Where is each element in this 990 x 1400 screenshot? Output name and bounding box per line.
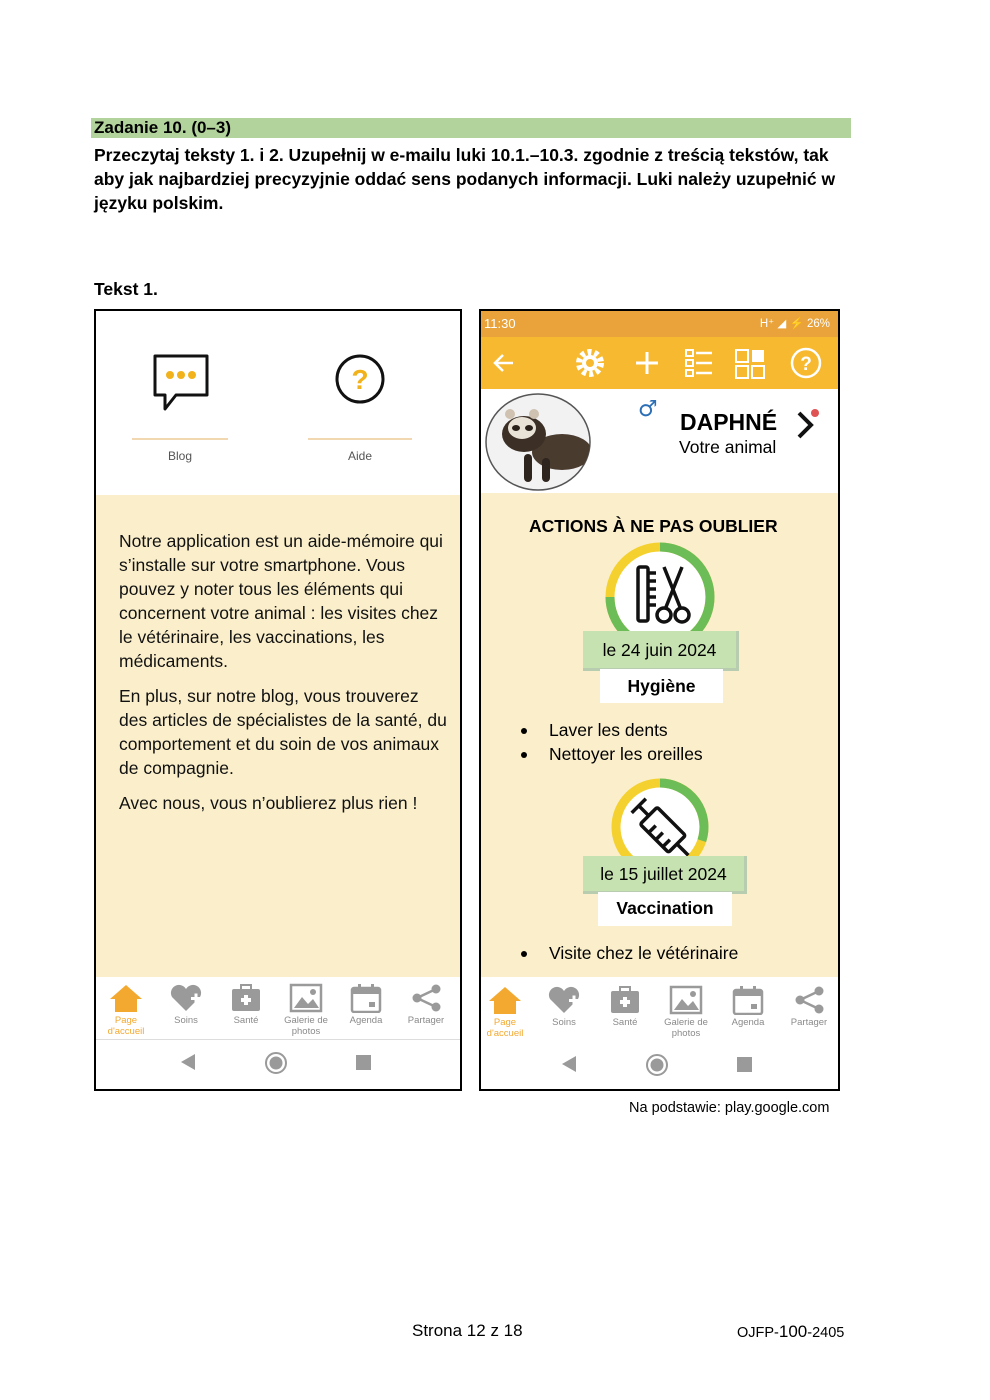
- status-bar: [481, 311, 838, 337]
- medical-kit-icon: [608, 985, 642, 1015]
- back-icon[interactable]: [561, 1055, 577, 1073]
- pet-name: DAPHNÉ: [680, 409, 778, 435]
- app-description: [96, 495, 460, 977]
- recents-icon[interactable]: [356, 1055, 371, 1070]
- bottom-nav: [481, 979, 838, 1044]
- action-category-badge: Hygiène: [600, 669, 723, 703]
- action-items-list: [519, 718, 703, 766]
- status-indicators: H⁺ ◢ ⚡ 26%: [759, 318, 830, 330]
- list-item: Laver les dents: [519, 718, 703, 742]
- app-screen-left: [94, 309, 462, 1091]
- home-icon: [488, 985, 522, 1015]
- home-icon: [109, 983, 143, 1013]
- plus-icon[interactable]: [635, 351, 659, 375]
- speech-bubble-icon[interactable]: [152, 353, 210, 413]
- calendar-icon: [349, 983, 383, 1013]
- heart-plus-icon: [169, 983, 203, 1013]
- nav-soins[interactable]: Soins: [534, 979, 594, 1028]
- nav-sante[interactable]: Santé: [216, 977, 276, 1026]
- calendar-icon: [731, 985, 765, 1015]
- gender-male-icon: ♂: [638, 397, 658, 422]
- nav-soins[interactable]: Soins: [156, 977, 216, 1026]
- status-time: 11:30: [484, 316, 516, 331]
- description-paragraph: En plus, sur notre blog, vous trouverez des articles de spécialistes de la santé, du comportement et du soin de vos animaux de compagnie.: [119, 686, 447, 778]
- actions-title: ACTIONS À NE PAS OUBLIER: [529, 516, 778, 536]
- nav-agenda[interactable]: Agenda: [718, 979, 778, 1028]
- action-category-badge: Vaccination: [598, 892, 732, 926]
- android-nav-bar: [96, 1041, 460, 1087]
- heart-plus-icon: [547, 985, 581, 1015]
- exam-code: OJFP-100-2405: [737, 1322, 845, 1341]
- medical-kit-icon: [229, 983, 263, 1013]
- source-note: Na podstawie: play.google.com: [629, 1100, 830, 1116]
- nav-partager[interactable]: Partager: [779, 979, 839, 1028]
- photo-icon: [289, 983, 323, 1013]
- pet-photo: [484, 392, 592, 492]
- app-screen-right: [479, 309, 840, 1091]
- nav-galerie[interactable]: Galerie de photos: [276, 977, 336, 1037]
- nav-sante[interactable]: Santé: [595, 979, 655, 1028]
- app-toolbar: [481, 337, 838, 389]
- menu-label-blog[interactable]: Blog: [167, 449, 193, 463]
- back-icon[interactable]: [180, 1053, 196, 1071]
- question-circle-icon[interactable]: [334, 353, 386, 405]
- share-icon: [409, 983, 443, 1013]
- nav-partager[interactable]: Partager: [396, 977, 456, 1026]
- back-arrow-icon[interactable]: [493, 352, 515, 374]
- bottom-nav: [96, 977, 460, 1040]
- home-circle-icon[interactable]: [645, 1053, 669, 1077]
- description-paragraph: Notre application est un aide-mémoire qui s’installe sur votre smartphone. Vous pouvez y noter tous les éléments qui concernent votre animal : les visites chez le vétérinaire, les vaccinations, les médicaments.: [119, 531, 443, 671]
- nav-galerie[interactable]: Galerie de photos: [656, 979, 716, 1039]
- action-items-list: [519, 941, 738, 965]
- gear-icon[interactable]: [574, 347, 606, 379]
- help-icon[interactable]: [790, 347, 822, 379]
- nav-agenda[interactable]: Agenda: [336, 977, 396, 1026]
- page-number: Strona 12 z 18: [412, 1321, 523, 1340]
- share-icon: [792, 985, 826, 1015]
- nav-home[interactable]: Page d'accueil: [96, 977, 156, 1037]
- nav-home[interactable]: Page d'accueil: [481, 979, 529, 1039]
- list-icon[interactable]: [684, 348, 714, 378]
- svg-text:?: ?: [351, 364, 369, 395]
- recents-icon[interactable]: [737, 1057, 752, 1072]
- home-circle-icon[interactable]: [264, 1051, 288, 1075]
- grid-icon[interactable]: [734, 348, 766, 380]
- menu-area: [96, 311, 460, 495]
- pet-profile[interactable]: [481, 389, 838, 493]
- chevron-right-icon[interactable]: [795, 409, 819, 441]
- photo-icon: [669, 985, 703, 1015]
- list-item: Nettoyer les oreilles: [519, 742, 703, 766]
- task-instructions: Przeczytaj teksty 1. i 2. Uzupełnij w e-mailu luki 10.1.–10.3. zgodnie z treścią tekstów, tak aby jak najbardziej precyzyjnie oddać sens podanych informacji. Luki należy uzupełnić w języku polskim.: [94, 145, 836, 213]
- svg-text:?: ?: [800, 354, 812, 375]
- description-paragraph: Avec nous, vous n’oublierez plus rien !: [119, 793, 418, 813]
- android-nav-bar: [481, 1043, 838, 1089]
- action-date-badge: le 15 juillet 2024: [583, 856, 747, 894]
- list-item: Visite chez le vétérinaire: [519, 941, 738, 965]
- task-header: Zadanie 10. (0–3): [91, 118, 851, 138]
- action-date-badge: le 24 juin 2024: [583, 631, 739, 671]
- text-label: Tekst 1.: [94, 279, 158, 299]
- pet-subtitle: Votre animal: [679, 437, 777, 457]
- menu-label-aide[interactable]: Aide: [347, 449, 373, 463]
